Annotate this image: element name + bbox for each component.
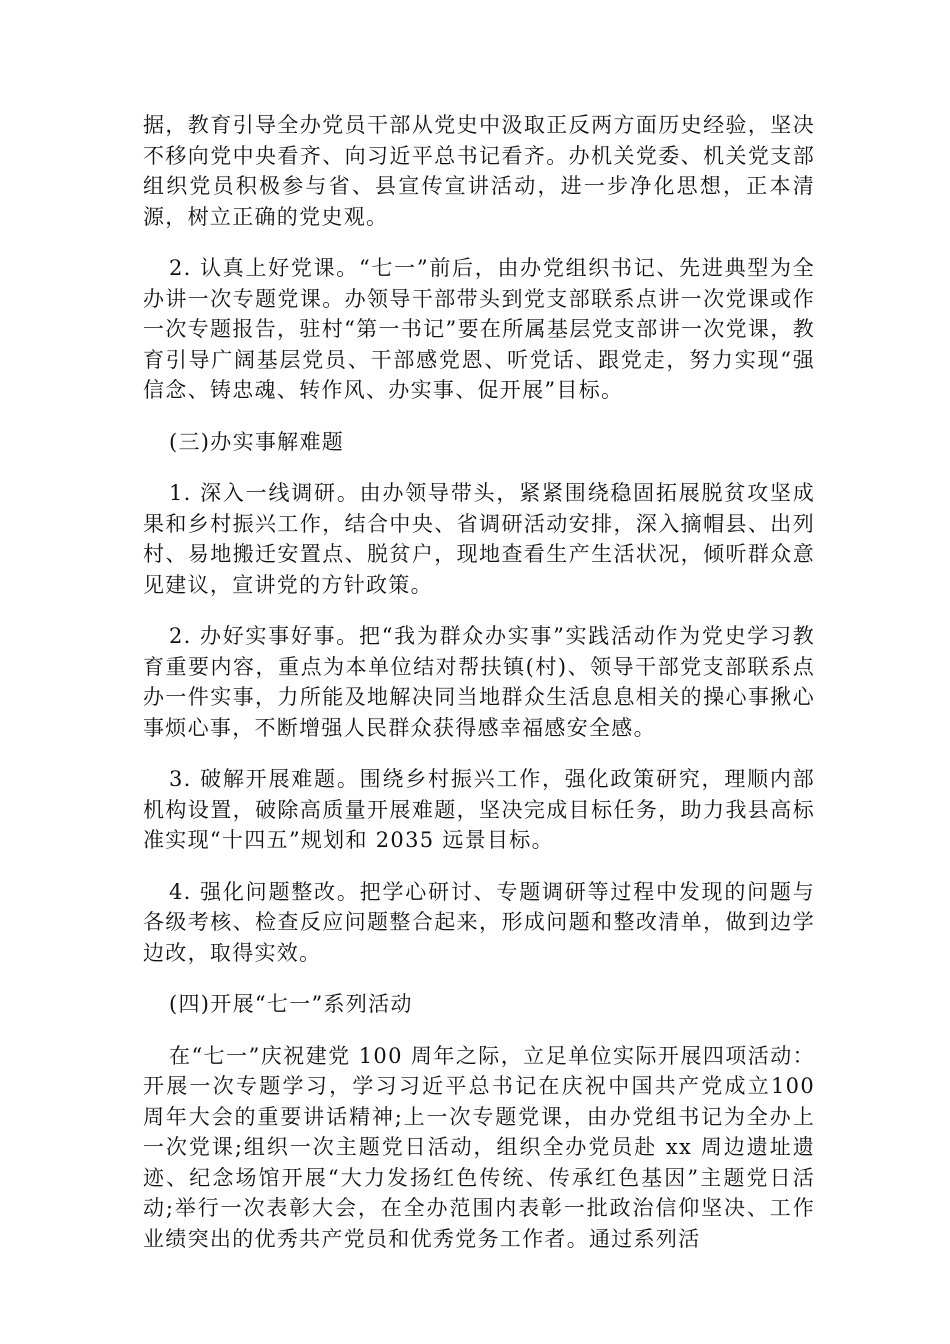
paragraph-july-activities: 在“七一”庆祝建党 100 周年之际，立足单位实际开展四项活动：开展一次专题学习，学习习近平总书记在庆祝中国共产党成立100 周年大会的重要讲话精神;上一次专题党课，由办党组书记为全办上一次党课;组织一次主题党日活动，组织全办党员赴 xx 周边遗址遗迹、纪念场馆开展“大力发扬红色传统、传承红色基因”主题党日活动;举行一次表彰大会，在全办范围内表彰一批政治信仰坚决、工作业绩突出的优秀共产党员和优秀党务工作者。通过系列活 [143, 1043, 815, 1251]
document-body [143, 110, 815, 1275]
paragraph-solve-problems: 3. 破解开展难题。围绕乡村振兴工作，强化政策研究，理顺内部机构设置，破除高质量开展难题，坚决完成目标任务，助力我县高标准实现“十四五”规划和 2035 远景目标。 [143, 767, 815, 852]
paragraph-practical-affairs: 2. 办好实事好事。把“我为群众办实事”实践活动作为党史学习教育重要内容，重点为本单位结对帮扶镇(村)、领导干部党支部联系点办一件实事，力所能及地解决同当地群众生活息息相关的操心事揪心事烦心事，不断增强人民群众获得感幸福感安全感。 [143, 624, 815, 740]
section-heading-3: (三)办实事解难题 [169, 429, 345, 454]
paragraph-continued: 据，教育引导全办党员干部从党史中汲取正反两方面历史经验，坚决不移向党中央看齐、向习近平总书记看齐。办机关党委、机关党支部组织党员积极参与省、县宣传宣讲活动，进一步净化思想，正本清源，树立正确的党史观。 [143, 113, 815, 229]
paragraph-party-lecture: 2. 认真上好党课。“七一”前后，由办党组织书记、先进典型为全办讲一次专题党课。办领导干部带头到党支部联系点讲一次党课或作一次专题报告，驻村“第一书记”要在所属基层党支部讲一次党课，教育引导广阔基层党员、干部感党恩、听党话、跟党走，努力实现“强信念、铸忠魂、转作风、办实事、促开展”目标。 [143, 256, 815, 402]
section-heading-4: (四)开展“七一”系列活动 [169, 992, 413, 1016]
paragraph-research: 1. 深入一线调研。由办领导带头，紧紧围绕稳固拓展脱贫攻坚成果和乡村振兴工作，结合中央、省调研活动安排，深入摘帽县、出列村、易地搬迁安置点、脱贫户，现地查看生产生活状况，倾听群众意见建议，宣讲党的方针政策。 [143, 481, 815, 597]
paragraph-rectification: 4. 强化问题整改。把学心研讨、专题调研等过程中发现的问题与各级考核、检查反应问题整合起来，形成问题和整改清单，做到边学边改，取得实效。 [143, 879, 815, 965]
